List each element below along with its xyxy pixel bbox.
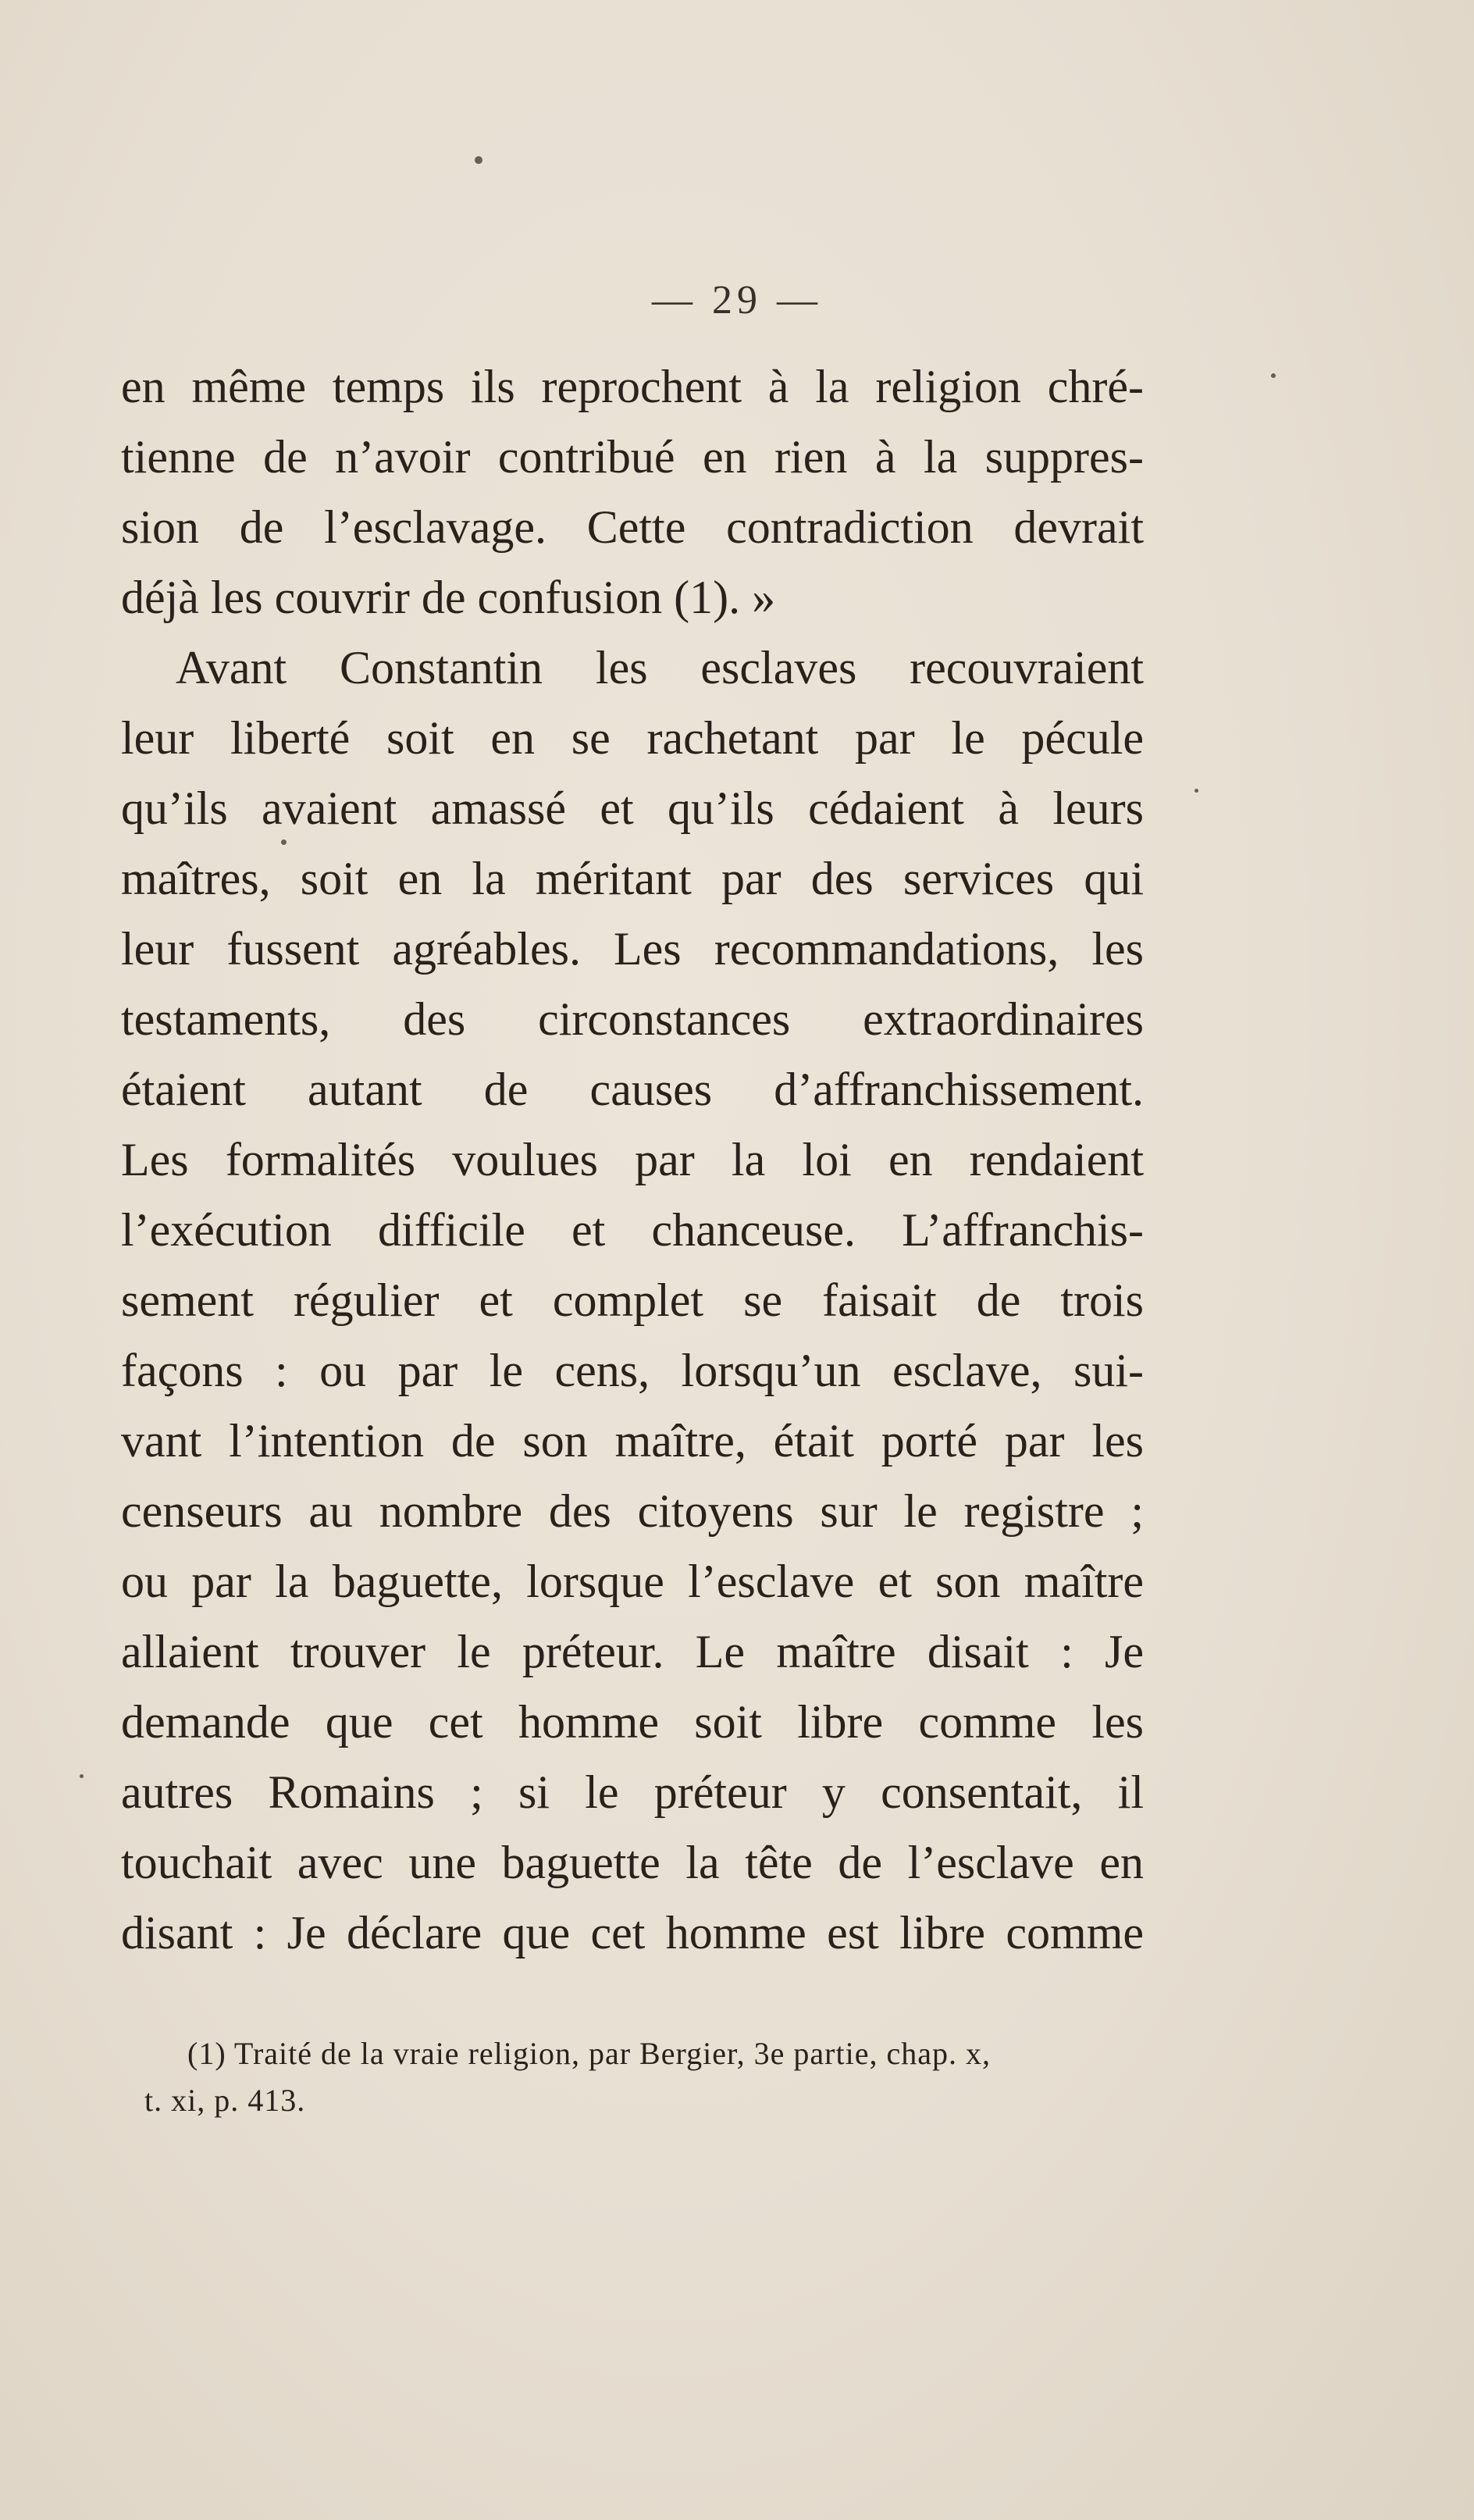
text-line: qu’ils avaient amassé et qu’ils cédaient à leurs — [121, 782, 1144, 834]
paper-speck — [475, 156, 482, 164]
text-line: sion de l’esclavage. Cette contradiction devrait — [121, 501, 1144, 553]
paper-speck — [80, 1774, 84, 1778]
text-line: étaient autant de causes d’affranchissement. — [121, 1064, 1144, 1115]
text-line: tienne de n’avoir contribué en rien à la suppres- — [121, 431, 1144, 483]
text-line: Les formalités voulues par la loi en rendaient — [121, 1134, 1144, 1185]
page-number: — 29 — — [652, 278, 822, 323]
text-line: l’exécution difficile et chanceuse. L’affranchis- — [121, 1204, 1144, 1256]
text-line: façons : ou par le cens, lorsqu’un esclave, sui- — [121, 1345, 1144, 1396]
text-line: vant l’intention de son maître, était porté par les — [121, 1415, 1144, 1467]
text-line: censeurs au nombre des citoyens sur le registre ; — [121, 1485, 1144, 1537]
text-line: sement régulier et complet se faisait de trois — [121, 1274, 1144, 1326]
paper-speck — [1195, 789, 1198, 793]
text-line: leur liberté soit en se rachetant par le pécule — [121, 712, 1144, 764]
body-text — [121, 351, 1144, 1968]
text-line: touchait avec une baguette la tête de l’esclave en — [121, 1837, 1144, 1888]
footnote-line: t. xi, p. 413. — [144, 2083, 306, 2118]
text-line: maîtres, soit en la méritant par des services qui — [121, 853, 1144, 904]
text-line: leur fussent agréables. Les recommandations, les — [121, 923, 1144, 975]
text-line: Avant Constantin les esclaves recouvraient — [176, 642, 1144, 693]
text-line: déjà les couvrir de confusion (1). » — [121, 572, 776, 623]
text-line: en même temps ils reprochent à la religion chré- — [121, 361, 1144, 412]
text-line: disant : Je déclare que cet homme est libre comme — [121, 1907, 1144, 1959]
text-line: ou par la baguette, lorsque l’esclave et son maître — [121, 1556, 1144, 1607]
text-line: testaments, des circonstances extraordinaires — [121, 993, 1144, 1045]
footnote-line: (1) Traité de la vraie religion, par Bergier, 3e partie, chap. x, — [187, 2036, 991, 2071]
paper-speck — [1271, 373, 1276, 378]
footnote — [144, 2030, 1159, 2124]
text-line: allaient trouver le préteur. Le maître disait : Je — [121, 1626, 1144, 1677]
text-line: autres Romains ; si le préteur y consentait, il — [121, 1766, 1144, 1818]
text-line: demande que cet homme soit libre comme les — [121, 1696, 1144, 1748]
